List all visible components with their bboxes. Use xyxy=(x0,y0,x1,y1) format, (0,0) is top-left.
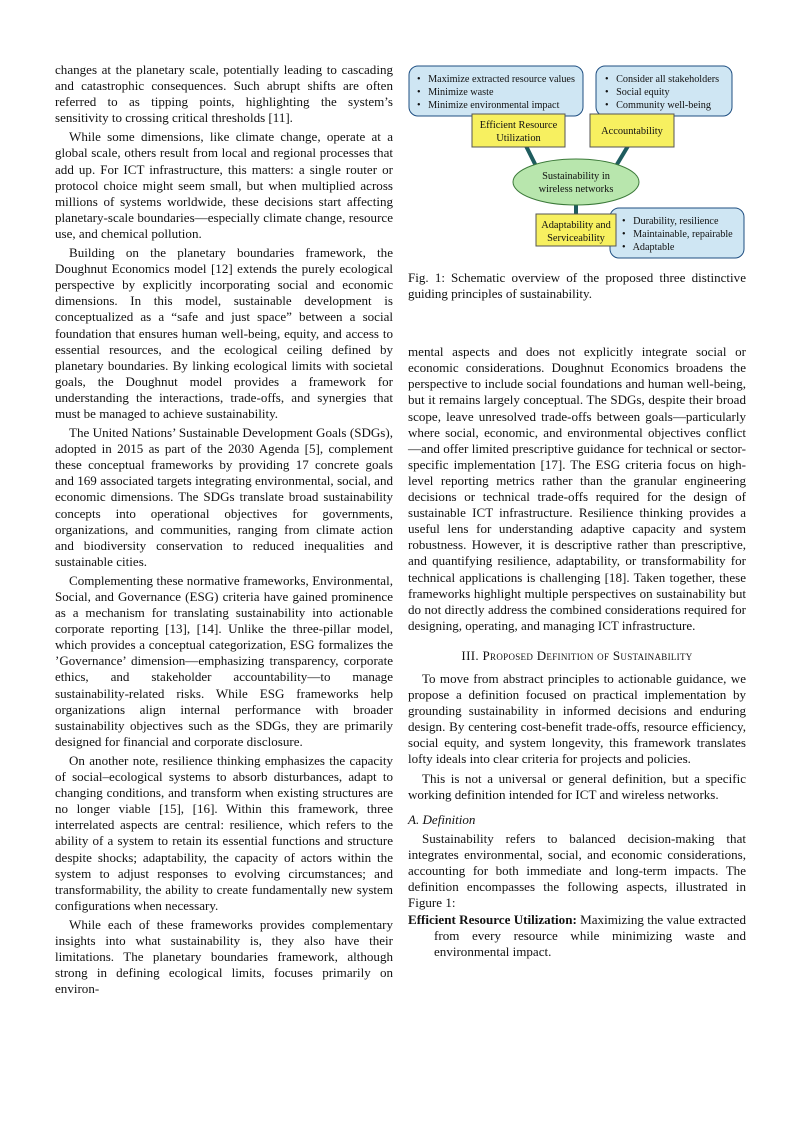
body-paragraph: On another note, resilience thinking emphasizes the capacity of social–ecological systems to absorb disturbances, adapt to changing conditions, and transform when existing structures are no longer viable [15], [16]. Within this framework, three interrelated aspects are central: resilience, which refers to the ability of a system to retain its essential functions and structure despite shocks; adaptability, the capacity of actors within the system to adjust responses to evolving circumstances; and transformability, the ability to create fundamentally new system configurations when necessary. xyxy=(55,752,393,913)
body-paragraph: While some dimensions, like climate change, operate at a global scale, others result from local and regional processes that add up. For ICT infrastructure, this matters: a single router or protocol choice might seem small, but when multiplied across millions of systems worldwide, these decisions start affecting planetary-scale boundaries—especially climate change, resource use, and chemical pollution. xyxy=(55,129,393,241)
left-column xyxy=(55,62,393,997)
efficiency-bullet-1: • Maximize extracted resource values xyxy=(417,74,575,85)
right-column-body xyxy=(408,344,746,960)
figure-caption-label: Fig. 1: xyxy=(408,270,445,285)
adaptability-bullet-2: • Maintainable, repairable xyxy=(622,229,733,240)
body-paragraph: Sustainability refers to balanced decision-making that integrates environmental, social, and economic considerations, accounting for both immediate and long-term impacts. The definition encompasses the following aspects, illustrated in Figure 1: xyxy=(408,830,746,911)
adaptability-bullet-1: • Durability, resilience xyxy=(622,216,719,227)
body-paragraph: The United Nations’ Sustainable Development Goals (SDGs), adopted in 2015 as part of the 2030 Agenda [5], complement these conceptual frameworks by providing 17 concrete goals and 169 associated targets integrating environmental, social, and economic dimensions. The SDGs translate broad sustainability concepts into operational objectives for governments, organizations, and communities, ranging from climate action and biodiversity conservation to reduced inequalities and sustainable cities. xyxy=(55,425,393,569)
figure-1 xyxy=(408,62,746,267)
body-paragraph: This is not a universal or general definition, but a specific working definition intended for ICT and wireless networks. xyxy=(408,770,746,802)
connector-line xyxy=(526,146,536,166)
body-paragraph: While each of these frameworks provides complementary insights into what sustainability is, they also have their limitations. The planetary boundaries framework, although strong in defining ecological limits, focuses primarily on environ- xyxy=(55,916,393,997)
definition-item xyxy=(408,912,746,960)
adaptability-label-line1: Adaptability and xyxy=(541,220,611,231)
efficiency-label-line2: Utilization xyxy=(496,133,541,144)
sustainability-diagram xyxy=(408,62,746,267)
accountability-bullet-1: • Consider all stakeholders xyxy=(605,74,720,85)
body-paragraph: Building on the planetary boundaries framework, the Doughnut Economics model [12] extends the purely ecological perspective by explicitly incorporating social and economic dimensions. In this model, sustainable development is conceptualized as a “safe and just space” between a social foundation that ensures human well-being, equity, and access to essential resources, and the ecological ceiling defined by planetary boundaries. By linking ecological limits with societal goals, the Doughnut model provides a framework for understanding the interactions, trade-offs, and synergies that must be managed to achieve sustainability. xyxy=(55,245,393,421)
accountability-bullet-2: • Social equity xyxy=(605,87,670,98)
connector-line xyxy=(616,146,628,166)
center-label-line1: Sustainability in xyxy=(542,171,610,182)
definition-term: Efficient Resource Utilization: xyxy=(408,912,577,928)
figure-caption xyxy=(408,270,746,302)
body-paragraph: mental aspects and does not explicitly integrate social or economic considerations. Doughnut Economics broadens the perspective to include social foundations and human well-being, but it remains largely conceptual. The SDGs, despite their broad scope, leave unresolved trade-offs between goals—particularly where social, economic, and environmental objectives conflict—and offer limited prescriptive guidance for technical or sector-specific implementation [17]. The ESG criteria focus on high-level reporting metrics rather than the granular engineering decisions or technical trade-offs required for the design of sustainable ICT infrastructure. Resilience thinking provides a useful lens for understanding adaptive capacity and system robustness. However, it is descriptive rather than prescriptive, and quantifying resilience, adaptability, or transformability for technical applications is challenging [18]. Taken together, these frameworks highlight multiple perspectives on sustainability but do not directly address the combined considerations required for designing, operating, and managing ICT infrastructure. xyxy=(408,344,746,633)
accountability-label: Accountability xyxy=(601,126,663,137)
center-label-line2: wireless networks xyxy=(538,184,614,195)
accountability-bullet-3: • Community well-being xyxy=(605,100,711,111)
body-paragraph: Complementing these normative frameworks, Environmental, Social, and Governance (ESG) criteria have gained prominence as a mechanism for translating sustainability into actionable corporate reporting [13], [14]. Unlike the three-pillar model, which provides a conceptual categorization, ESG formalizes the ’Governance’ dimension—emphasizing transparency, corporate ethics, and stakeholder accountability—to manage sustainability-related risks. While ESG frameworks help organizations align internal performance with broader sustainability objectives such as the SDGs, they are primarily designed for financial and corporate disclosure. xyxy=(55,572,393,749)
efficiency-label-line1: Efficient Resource xyxy=(479,120,558,131)
body-paragraph: changes at the planetary scale, potentially leading to cascading and catastrophic consequences. Such abrupt shifts are often referred to as tipping points, highlighting the system’s sensitivity to crossing critical thresholds [11]. xyxy=(55,62,393,126)
figure-caption-text: Schematic overview of the proposed three distinctive guiding principles of sustainability. xyxy=(408,270,746,302)
sustainability-center-ellipse xyxy=(513,159,639,205)
definition-body: Maximizing the value extracted from every resource while minimizing waste and environmental impact. xyxy=(434,912,746,960)
body-paragraph: To move from abstract principles to actionable guidance, we propose a definition focused on practical implementation by grounding sustainability in informed decisions and enduring design. By centering cost-benefit trade-offs, resource efficiency, social equity, and system longevity, this framework translates lofty ideals into clear criteria for projects and policies. xyxy=(408,670,746,767)
adaptability-bullet-3: • Adaptable xyxy=(622,242,675,253)
adaptability-label-line2: Serviceability xyxy=(547,233,605,244)
section-heading: III. Proposed Definition of Sustainability xyxy=(461,647,693,663)
right-column xyxy=(408,62,746,961)
efficiency-bullet-2: • Minimize waste xyxy=(417,87,494,98)
efficiency-bullet-3: • Minimize environmental impact xyxy=(417,100,560,111)
subsection-heading: A. Definition xyxy=(408,811,476,827)
